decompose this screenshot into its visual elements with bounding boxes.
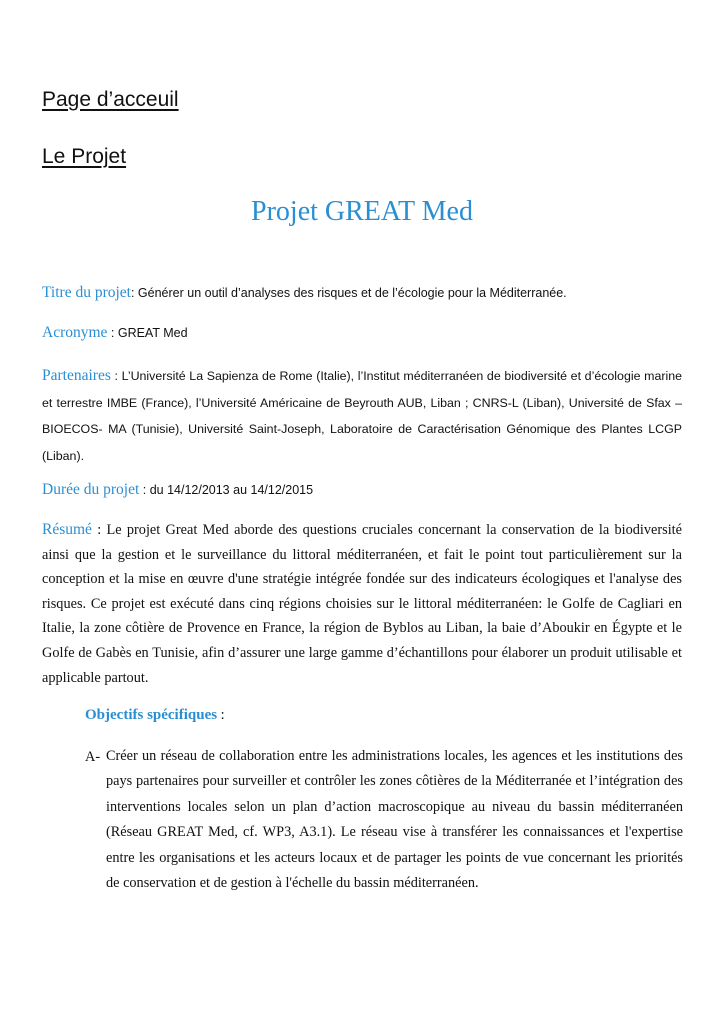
- heading-page-accueil: Page d’acceuil: [42, 88, 179, 111]
- list-item: Créer un réseau de collaboration entre les administrations locales, les agences et les institutions des pays partenaires pour surveiller et contrôler les zones côtières de la Méditerranée et l’intégration des interventions locales selon un plan d’action macroscopique au niveau du bassin méditerranéen (Réseau GREAT Med, cf. WP3, A3.1). Le réseau vise à transférer les connaissances et l'expertise entre les organisations et les acteurs locaux et de partager les points de vue concernant les priorités de conservation et de gestion à l'échelle du bassin méditerranéen.: [106, 748, 683, 892]
- heading-le-projet: Le Projet: [42, 145, 127, 168]
- page-title: Projet GREAT Med: [251, 196, 473, 227]
- field-resume: [42, 518, 682, 690]
- objectifs-heading: [85, 706, 225, 724]
- objectifs-suffix: :: [217, 707, 225, 723]
- field-partenaires: [42, 363, 682, 469]
- field-acronyme-label: Acronyme: [42, 324, 108, 341]
- field-resume-label: Résumé: [42, 521, 92, 538]
- field-partenaires-value: : L’Université La Sapienza de Rome (Italie), l’Institut méditerranéen de biodiversité et d’écologie marine et terrestre IMBE (France), l’Université Américaine de Beyrouth AUB, Liban ; CNRS-L (Liban), Université de Sfax – BIOECOS- MA (Tunisie), Université Saint-Joseph, Laboratoire de Caractérisation Génomique des Plantes LCGP (Liban).: [42, 369, 682, 463]
- field-titre-value: : Générer un outil d’analyses des risques et de l’écologie pour la Méditerranée.: [130, 286, 567, 300]
- field-titre: [42, 284, 567, 302]
- field-acronyme-value: : GREAT Med: [107, 326, 188, 340]
- field-duree: [42, 481, 313, 499]
- objectifs-label: Objectifs spécifiques: [85, 707, 218, 723]
- field-duree-label: Durée du projet: [42, 481, 140, 498]
- field-resume-value: : Le projet Great Med aborde des questions cruciales concernant la conservation de la biodiversité ainsi que la gestion et le surveillance du littoral méditerranéen, et fait le point tout particulièrement sur la conception et la mise en œuvre d'une stratégie intégrée fondée sur des indicateurs écologiques et l'analyse des risques. Ce projet est exécuté dans cinq régions choisies sur le littoral méditerranéen: le Golfe de Cagliari en Italie, la zone côtière de Provence en France, la région de Byblos au Liban, la baie d’Aboukir en Égypte et le Golfe de Gabès en Tunisie, afin d’assurer une large gamme d’échantillons pour élaborer un produit utilisable et applicable partout.: [42, 522, 682, 686]
- field-acronyme: [42, 324, 188, 342]
- field-partenaires-label: Partenaires: [42, 367, 111, 384]
- field-duree-value: : du 14/12/2013 au 14/12/2015: [139, 483, 314, 497]
- list-item-marker: A-: [85, 749, 101, 765]
- field-titre-label: Titre du projet: [42, 284, 131, 301]
